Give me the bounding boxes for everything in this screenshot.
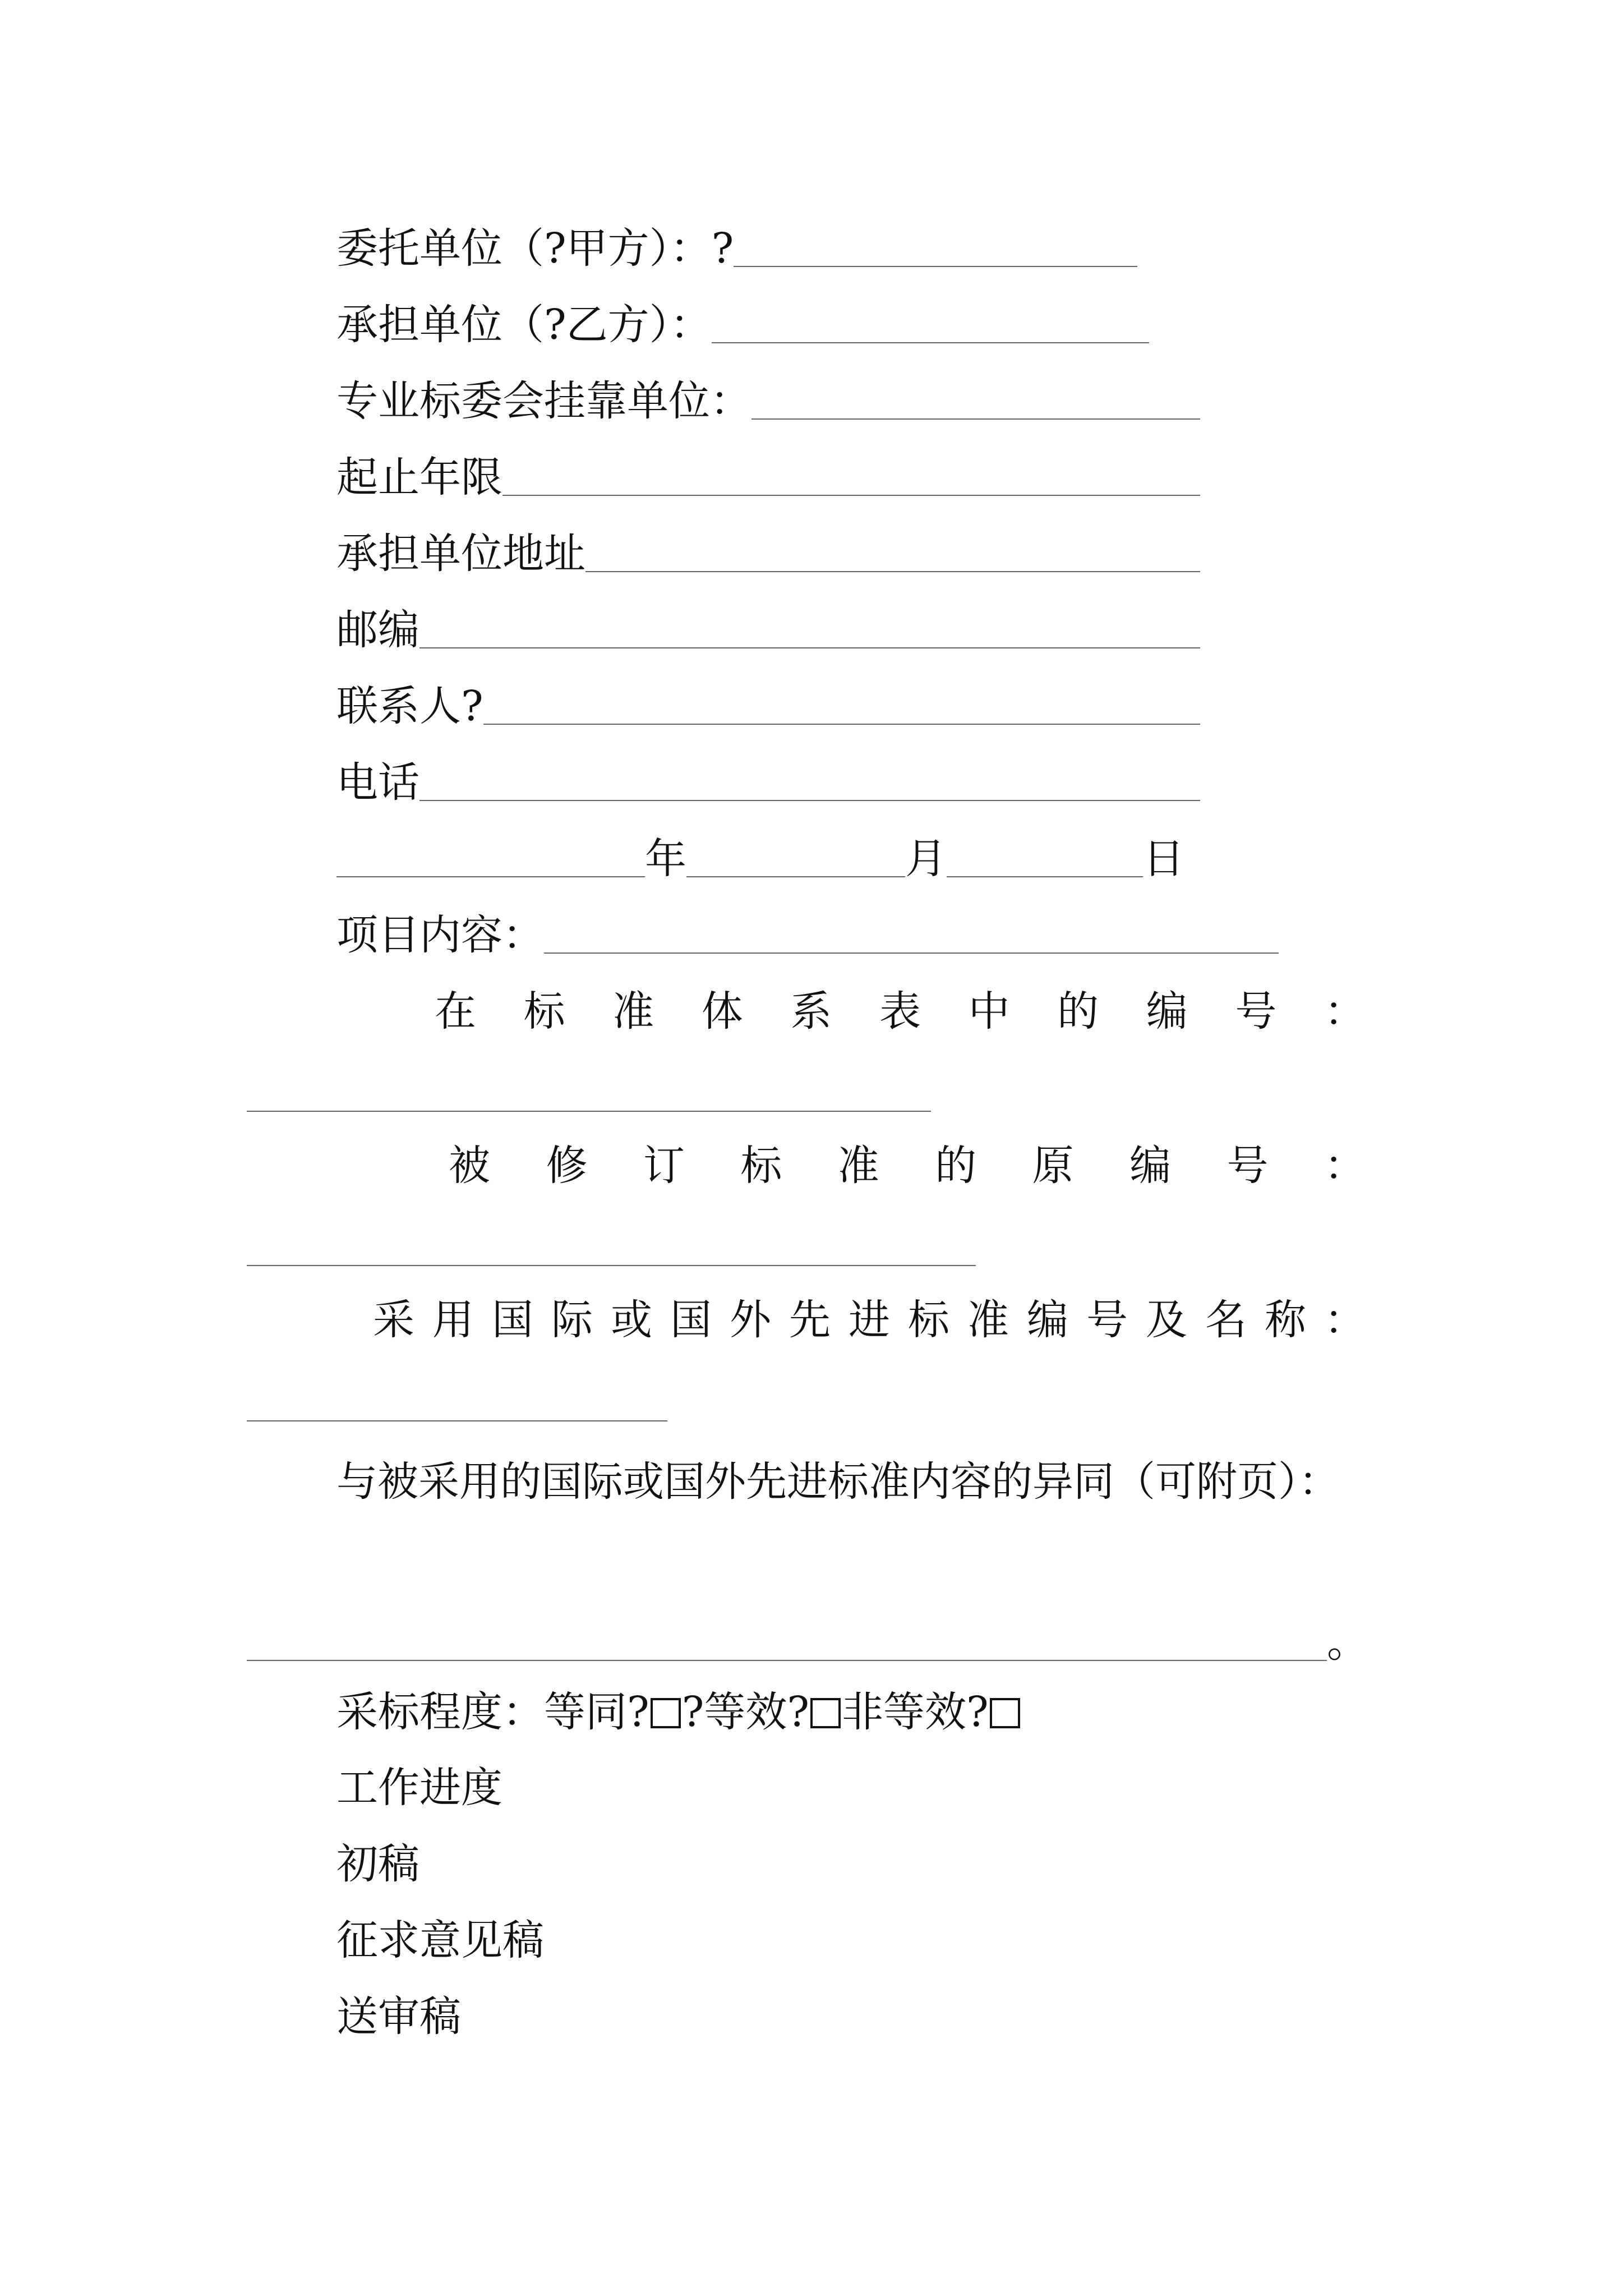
project-content-label: 项目内容： xyxy=(336,911,544,959)
difference-row xyxy=(247,1602,1368,1667)
adopted-standard-char: 编 xyxy=(1027,1296,1068,1344)
address-blank[interactable] xyxy=(585,571,1200,572)
adopted-standard-char: 用 xyxy=(432,1296,474,1344)
committee-row xyxy=(336,360,1200,425)
original-number-char: 标 xyxy=(740,1142,782,1190)
original-number-blank[interactable] xyxy=(247,1265,976,1266)
phone-row xyxy=(336,742,1200,807)
adopted-standard-char: 进 xyxy=(849,1296,890,1344)
adopted-standard-blank[interactable] xyxy=(247,1420,667,1421)
period-row xyxy=(336,436,1200,501)
non-equivalent-checkbox[interactable] xyxy=(990,1698,1020,1728)
equivalent-checkbox[interactable] xyxy=(810,1698,841,1728)
adopted-standard-char: 准 xyxy=(967,1296,1009,1344)
undertaker-blank[interactable] xyxy=(712,342,1149,343)
system-number-char: 在 xyxy=(435,987,476,1036)
adoption-non-equivalent-label: 非等效? xyxy=(842,1688,989,1736)
contact-row xyxy=(336,665,1200,730)
original-number-char: 原 xyxy=(1032,1142,1074,1190)
system-number-char: 号 xyxy=(1235,987,1277,1036)
original-number-char: ： xyxy=(1324,1142,1366,1190)
difference-label: 与被采用的国际或国外先进标准内容的异同（可附页）： xyxy=(336,1458,1340,1506)
committee-blank[interactable] xyxy=(751,418,1200,420)
adopted-standard-char: 国 xyxy=(492,1296,533,1344)
adopted-standard-char: 号 xyxy=(1086,1296,1128,1344)
system-number-char: 中 xyxy=(968,987,1010,1036)
progress-item-first-draft: 初稿 xyxy=(336,1840,419,1888)
period-label: 起止年限 xyxy=(336,453,502,501)
system-number-blank[interactable] xyxy=(247,1111,931,1112)
system-number-char: 体 xyxy=(701,987,743,1036)
year-label: 年 xyxy=(645,835,686,883)
period-blank[interactable] xyxy=(502,495,1200,496)
progress-item-consultation-draft: 征求意见稿 xyxy=(336,1916,544,1964)
postcode-label: 邮编 xyxy=(336,606,419,654)
adoption-identical-label: 等同? xyxy=(544,1688,649,1736)
adopted-standard-char: 标 xyxy=(908,1296,949,1344)
original-number-char: 的 xyxy=(935,1142,977,1190)
system-number-char: 编 xyxy=(1146,987,1188,1036)
adopted-standard-char: 称 xyxy=(1265,1296,1306,1344)
month-blank[interactable] xyxy=(686,876,905,877)
adopted-standard-char: 先 xyxy=(789,1296,831,1344)
day-blank[interactable] xyxy=(947,876,1143,877)
contact-label: 联系人? xyxy=(336,682,483,730)
adoption-label: 采标程度： xyxy=(336,1688,544,1736)
year-blank[interactable] xyxy=(336,876,645,877)
postcode-row xyxy=(336,589,1200,654)
phone-label: 电话 xyxy=(336,758,419,807)
adopted-standard-label xyxy=(373,1279,1366,1344)
difference-blank[interactable] xyxy=(247,1660,1327,1661)
contact-blank[interactable] xyxy=(483,724,1200,725)
undertaker-row xyxy=(336,284,1178,349)
adopted-standard-char: 外 xyxy=(730,1296,771,1344)
adopted-standard-char: 或 xyxy=(611,1296,652,1344)
difference-end-mark: 。 xyxy=(1327,1618,1368,1667)
date-row xyxy=(336,818,1200,883)
system-number-char: ： xyxy=(1324,987,1366,1036)
adopted-standard-char: 国 xyxy=(670,1296,712,1344)
system-number-char: 表 xyxy=(879,987,921,1036)
identical-checkbox[interactable] xyxy=(651,1698,681,1728)
project-content-blank[interactable] xyxy=(544,953,1279,954)
system-number-label xyxy=(435,970,1366,1036)
system-number-char: 标 xyxy=(523,987,565,1036)
adoption-equivalent-label: 等效? xyxy=(704,1688,810,1736)
system-number-char: 的 xyxy=(1057,987,1099,1036)
original-number-char: 修 xyxy=(546,1142,588,1190)
original-number-char: 编 xyxy=(1129,1142,1172,1190)
original-number-char: 号 xyxy=(1227,1142,1269,1190)
original-number-char: 准 xyxy=(837,1142,879,1190)
progress-item-review-draft: 送审稿 xyxy=(336,1993,461,2041)
original-number-char: 被 xyxy=(449,1142,490,1190)
committee-label: 专业标委会挂靠单位： xyxy=(336,377,751,425)
adoption-row xyxy=(336,1688,1021,1736)
client-label: 委托单位（?甲方）：? xyxy=(336,224,734,273)
project-row xyxy=(336,894,1279,959)
adopted-standard-char: 及 xyxy=(1146,1296,1187,1344)
day-label: 日 xyxy=(1143,835,1184,883)
undertaker-label: 承担单位（?乙方）： xyxy=(336,301,712,349)
progress-title: 工作进度 xyxy=(336,1764,502,1812)
postcode-blank[interactable] xyxy=(419,647,1200,648)
original-number-char: 订 xyxy=(643,1142,685,1190)
client-row xyxy=(336,208,1178,273)
month-label: 月 xyxy=(905,835,947,883)
client-blank[interactable] xyxy=(734,266,1137,267)
adopted-standard-char: 采 xyxy=(373,1296,414,1344)
adopted-standard-char: 名 xyxy=(1205,1296,1247,1344)
original-number-label xyxy=(449,1125,1366,1190)
phone-blank[interactable] xyxy=(419,800,1200,801)
address-label: 承担单位地址 xyxy=(336,530,585,578)
adoption-separator: ? xyxy=(681,1688,704,1736)
system-number-char: 系 xyxy=(790,987,832,1036)
adopted-standard-char: 际 xyxy=(551,1296,593,1344)
adopted-standard-char: ： xyxy=(1324,1296,1366,1344)
address-row xyxy=(336,513,1200,578)
system-number-char: 准 xyxy=(612,987,654,1036)
